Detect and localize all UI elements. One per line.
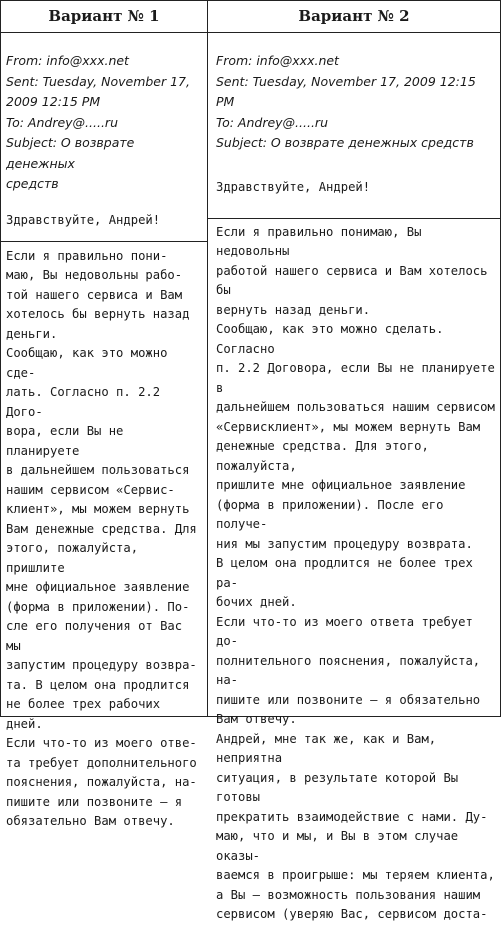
variant2-email-header — [216, 33, 495, 154]
variant1-body-line: обязательно Вам отвечу. — [6, 814, 175, 828]
variant1-body-line: нашим сервисом «Сервис- — [6, 482, 175, 497]
variant2-body-line: ния мы запустим процедуру возврата. — [216, 536, 473, 551]
variant1-body-line: в дальнейшем пользоваться — [6, 463, 190, 477]
variant2-body-line: денежные средства. Для этого, пожалуйста, — [216, 439, 429, 473]
variant1-body-line: Если что-то из моего отве- — [6, 736, 197, 750]
variant1-column — [1, 1, 208, 828]
variant1-body-line: пишите или позвоните — я — [6, 794, 183, 809]
variant1-body-line: Вам денежные средства. Для — [6, 521, 197, 536]
variant1-body-line: клиент», мы можем вернуть — [6, 502, 190, 516]
variant2-body-line: сервисом (уверяю Вас, сервисом доста- — [216, 907, 488, 921]
variant1-body-line: Если я правильно пони- — [6, 248, 168, 263]
variant2-meta-line: From: info@xxx.net — [216, 53, 339, 68]
variant2-body-line: Вам отвечу. — [216, 712, 297, 726]
variant1-body-line: той нашего сервиса и Вам — [6, 287, 183, 302]
variant1-body-line: лать. Согласно п. 2.2 Дого- — [6, 385, 161, 419]
variant1-meta-line: To: Andrey@.....ru — [6, 114, 118, 130]
variant2-body — [216, 219, 495, 925]
variant2-meta-line: Sent: Tuesday, November 17, 2009 12:15 PM — [216, 73, 476, 109]
variant1-body — [6, 242, 202, 832]
variant1-meta-line: 2009 12:15 PM — [6, 94, 101, 109]
variant1-body-line: Сообщаю, как это можно сде- — [6, 346, 168, 380]
variant1-meta-line: средств — [6, 176, 59, 191]
variant2-body-line: ваемся в проигрыше: мы теряем клиента, — [216, 868, 495, 882]
variant2-body-line: бочих дней. — [216, 595, 297, 609]
variant2-body-line: В целом она продлится не более трех ра- — [216, 556, 473, 590]
variant1-meta-line: Subject: О возврате денежных — [6, 135, 135, 171]
variant1-body-line: хотелось бы вернуть назад — [6, 307, 190, 321]
variant2-body-line: пришлите мне официальное заявление — [216, 478, 466, 492]
variant2-body-line: Если я правильно понимаю, Вы недовольны — [216, 224, 422, 258]
variant2-body-line: пишите или позвоните — я обязательно — [216, 692, 481, 707]
variant1-body-line: не более трех рабочих дней. — [6, 697, 161, 731]
variant1-body-line: запустим процедуру возвра- — [6, 658, 197, 672]
variant2-body-line: прекратить взаимодействие с нами. Ду- — [216, 809, 488, 824]
variant1-body-line: (форма в приложении). По- — [6, 599, 190, 614]
variant2-greeting: Здравствуйте, Андрей! — [216, 179, 371, 194]
variant1-body-line: вора, если Вы не планируете — [6, 424, 124, 458]
variant1-body-line: сле его получения от Вас мы — [6, 619, 183, 653]
variant1-body-line: та. В целом она продлится — [6, 677, 190, 692]
variant2-body-line: ситуация, в результате которой Вы готовы — [216, 770, 459, 804]
variant2-column — [208, 1, 500, 921]
variant2-body-line: маю, что и мы, и Вы в этом случае оказы- — [216, 829, 459, 863]
variant1-title: Вариант № 1 — [1, 1, 207, 33]
variant1-body-line: та требует дополнительного — [6, 755, 197, 770]
variant2-body-line: а Вы — возможность пользования нашим — [216, 887, 481, 902]
variant1-meta-line: Sent: Tuesday, November 17, — [6, 73, 190, 89]
variant2-title: Вариант № 2 — [208, 1, 500, 33]
variant2-meta-line: To: Andrey@.....ru — [216, 114, 328, 130]
variant1-body-line: мне официальное заявление — [6, 580, 190, 594]
variant2-body-line: «Сервисклиент», мы можем вернуть Вам — [216, 419, 481, 434]
variant2-meta-line: Subject: О возврате денежных средств — [216, 135, 474, 150]
variant2-body-line: дальнейшем пользоваться нашим сервисом — [216, 400, 495, 414]
variant1-greeting: Здравствуйте, Андрей! — [6, 212, 161, 227]
variant2-body-line: п. 2.2 Договора, если Вы не планируете в — [216, 361, 495, 395]
variant2-body-line: Если что-то из моего ответа требует до- — [216, 614, 473, 648]
variant1-body-line: маю, Вы недовольны рабо- — [6, 268, 183, 282]
variant2-body-line: Сообщаю, как это можно сделать. Согласно — [216, 322, 444, 356]
variant2-body-line: вернуть назад деньги. — [216, 302, 371, 317]
variant1-body-line: пояснения, пожалуйста, на- — [6, 775, 197, 789]
variant2-body-line: (форма в приложении). После его получе- — [216, 497, 444, 531]
variant1-email-header — [6, 33, 202, 195]
variant2-body-line: Андрей, мне так же, как и Вам, неприятна — [216, 731, 437, 765]
variant1-body-line: этого, пожалуйста, пришлите — [6, 541, 139, 575]
variant2-body-line: работой нашего сервиса и Вам хотелось бы — [216, 263, 488, 297]
variant1-meta-line: From: info@xxx.net — [6, 53, 129, 68]
variant1-body-line: деньги. — [6, 326, 58, 341]
variant2-body-line: полнительного пояснения, пожалуйста, на- — [216, 653, 481, 687]
